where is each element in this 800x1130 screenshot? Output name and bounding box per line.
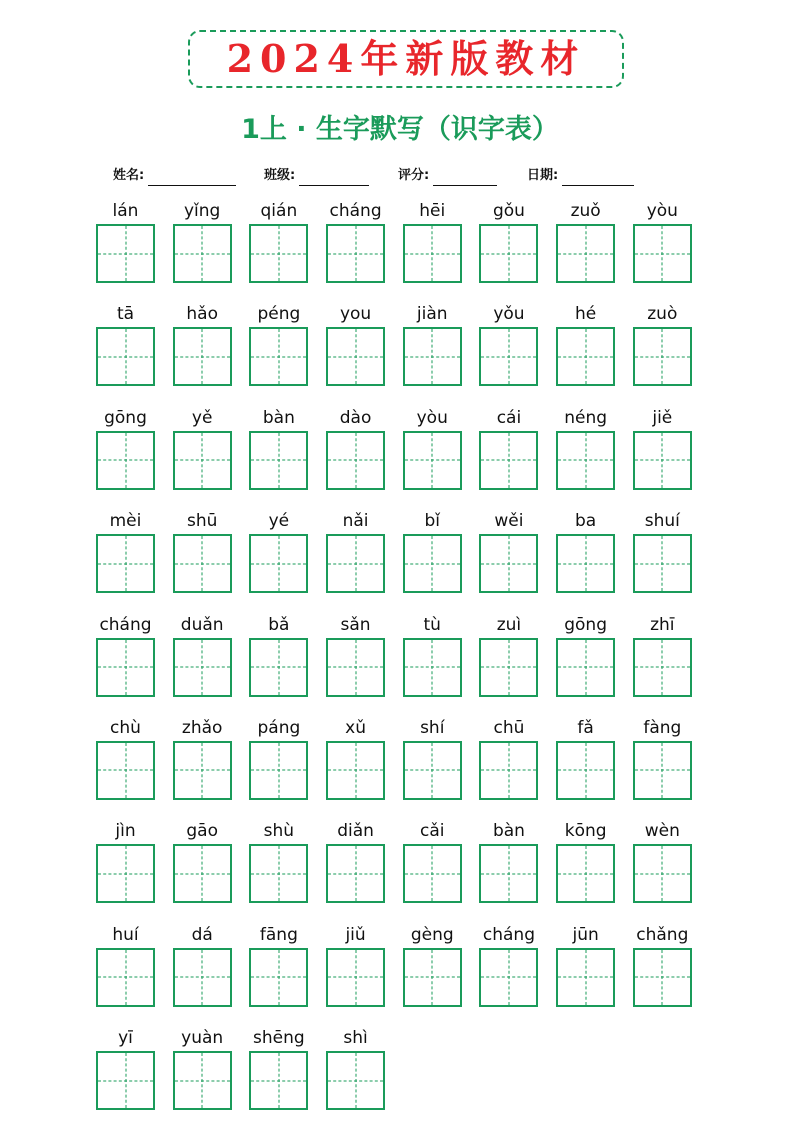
character-cell <box>173 612 232 715</box>
character-cell <box>403 612 462 715</box>
pinyin-label: cháng <box>482 924 535 945</box>
character-cell <box>479 922 538 1025</box>
character-cell <box>633 922 692 1025</box>
writing-box[interactable] <box>326 844 385 903</box>
pinyin-label: cái <box>496 407 522 428</box>
character-cell <box>173 922 232 1025</box>
writing-box[interactable] <box>96 327 155 386</box>
character-cell <box>479 818 538 921</box>
pinyin-label: shù <box>263 821 295 842</box>
pinyin-label: shì <box>343 1028 368 1049</box>
writing-box[interactable] <box>479 844 538 903</box>
writing-box[interactable] <box>633 224 692 283</box>
writing-box[interactable] <box>249 844 308 903</box>
pinyin-label: bǐ <box>424 511 440 532</box>
writing-box[interactable] <box>403 534 462 593</box>
pinyin-label: zhǎo <box>181 717 223 738</box>
writing-box[interactable] <box>173 1051 232 1110</box>
character-cell <box>403 922 462 1025</box>
pinyin-label: cháng <box>99 614 152 635</box>
pinyin-label: ba <box>575 511 597 532</box>
pinyin-label: mèi <box>109 511 142 532</box>
character-cell <box>326 198 385 301</box>
character-cell <box>403 818 462 921</box>
writing-box[interactable] <box>556 741 615 800</box>
character-cell <box>173 405 232 508</box>
pinyin-label: duǎn <box>180 614 224 635</box>
character-cell <box>96 1025 155 1128</box>
writing-box[interactable] <box>633 327 692 386</box>
pinyin-label: dào <box>339 407 372 428</box>
pinyin-label: huí <box>112 924 139 945</box>
character-cell <box>633 198 692 301</box>
character-cell <box>96 922 155 1025</box>
pinyin-label: yě <box>191 407 213 428</box>
character-cell <box>633 405 692 508</box>
pinyin-label: yé <box>268 511 290 532</box>
character-cell <box>403 508 462 611</box>
name-field <box>113 166 236 186</box>
writing-box[interactable] <box>556 638 615 697</box>
character-cell <box>326 405 385 508</box>
writing-box[interactable] <box>556 534 615 593</box>
writing-box[interactable] <box>556 224 615 283</box>
pinyin-label: chù <box>110 717 141 738</box>
character-cell <box>249 1025 308 1128</box>
pinyin-label: sǎn <box>340 614 371 635</box>
info-row <box>0 166 800 190</box>
pinyin-label: néng <box>564 407 608 428</box>
pinyin-label: gèng <box>410 924 454 945</box>
banner-title: 2024年新版教材 <box>226 36 586 81</box>
writing-box[interactable] <box>403 638 462 697</box>
pinyin-label: jūn <box>572 924 599 945</box>
character-cell <box>96 508 155 611</box>
score-field <box>398 166 497 186</box>
character-cell <box>173 1025 232 1128</box>
character-cell <box>479 715 538 818</box>
pinyin-label: qián <box>260 201 298 221</box>
pinyin-label: chū <box>493 717 525 738</box>
writing-box[interactable] <box>173 844 232 903</box>
writing-box[interactable] <box>556 327 615 386</box>
writing-box[interactable] <box>326 431 385 490</box>
title-banner <box>188 30 624 88</box>
character-cell <box>556 405 615 508</box>
character-cell <box>173 198 232 301</box>
pinyin-label: jiǔ <box>345 924 366 945</box>
writing-box[interactable] <box>633 844 692 903</box>
pinyin-label: hēi <box>419 201 446 221</box>
writing-box[interactable] <box>556 844 615 903</box>
writing-box[interactable] <box>173 534 232 593</box>
name-blank[interactable] <box>148 167 236 186</box>
character-cell <box>326 715 385 818</box>
pinyin-label: shuí <box>644 511 680 532</box>
pinyin-label: bǎ <box>268 614 290 635</box>
character-cell <box>326 1025 385 1128</box>
pinyin-label: fāng <box>259 924 298 945</box>
character-cell <box>249 405 308 508</box>
writing-box[interactable] <box>249 534 308 593</box>
writing-box[interactable] <box>403 431 462 490</box>
pinyin-label: yòu <box>646 201 678 221</box>
writing-box[interactable] <box>403 741 462 800</box>
character-grid <box>96 198 692 1129</box>
pinyin-label: hé <box>575 304 597 325</box>
pinyin-label: dá <box>191 924 213 945</box>
writing-box[interactable] <box>173 638 232 697</box>
score-blank[interactable] <box>433 167 497 186</box>
writing-box[interactable] <box>96 224 155 283</box>
character-cell <box>556 198 615 301</box>
pinyin-label: gāo <box>186 821 218 842</box>
writing-box[interactable] <box>633 948 692 1007</box>
character-cell <box>173 508 232 611</box>
writing-box[interactable] <box>96 741 155 800</box>
writing-box[interactable] <box>479 741 538 800</box>
writing-box[interactable] <box>249 948 308 1007</box>
character-cell <box>556 301 615 404</box>
writing-box[interactable] <box>96 638 155 697</box>
pinyin-label: cháng <box>329 201 382 221</box>
pinyin-label: kōng <box>564 821 607 842</box>
writing-box[interactable] <box>479 327 538 386</box>
character-cell <box>96 198 155 301</box>
writing-box[interactable] <box>326 638 385 697</box>
pinyin-label: chǎng <box>636 924 689 945</box>
writing-box[interactable] <box>556 948 615 1007</box>
character-cell <box>403 715 462 818</box>
character-cell <box>479 198 538 301</box>
character-cell <box>556 612 615 715</box>
pinyin-label: gōng <box>564 614 607 635</box>
pinyin-label: shū <box>186 511 218 532</box>
writing-box[interactable] <box>479 534 538 593</box>
pinyin-label: zuì <box>496 614 522 635</box>
writing-box[interactable] <box>96 431 155 490</box>
character-cell <box>96 715 155 818</box>
writing-box[interactable] <box>249 224 308 283</box>
writing-box[interactable] <box>326 741 385 800</box>
pinyin-label: fàng <box>643 717 682 738</box>
writing-box[interactable] <box>633 431 692 490</box>
pinyin-label: wěi <box>494 511 524 532</box>
pinyin-label: jìn <box>115 821 136 842</box>
character-cell <box>403 198 462 301</box>
writing-box[interactable] <box>326 224 385 283</box>
writing-box[interactable] <box>479 638 538 697</box>
character-cell <box>403 405 462 508</box>
character-cell <box>326 301 385 404</box>
pinyin-label: cǎi <box>420 821 445 842</box>
pinyin-label: zuò <box>647 304 678 325</box>
character-cell <box>633 612 692 715</box>
character-cell <box>173 301 232 404</box>
pinyin-label: zhī <box>650 614 675 635</box>
pinyin-label: xǔ <box>345 717 366 738</box>
character-cell <box>479 508 538 611</box>
character-cell <box>173 818 232 921</box>
character-cell <box>479 405 538 508</box>
character-cell <box>633 715 692 818</box>
worksheet-subtitle: 1上 · 生字默写（识字表） <box>241 114 559 145</box>
class-blank[interactable] <box>299 167 369 186</box>
pinyin-label: péng <box>257 304 301 325</box>
date-blank[interactable] <box>562 167 634 186</box>
date-label: 日期: <box>527 168 559 183</box>
character-cell <box>249 198 308 301</box>
pinyin-label: gōng <box>104 407 147 428</box>
character-cell <box>173 715 232 818</box>
name-label: 姓名: <box>113 168 145 183</box>
writing-box[interactable] <box>173 741 232 800</box>
pinyin-label: bàn <box>492 821 525 842</box>
character-cell <box>249 508 308 611</box>
pinyin-label: zuǒ <box>570 201 601 221</box>
writing-box[interactable] <box>326 1051 385 1110</box>
character-cell <box>479 612 538 715</box>
character-cell <box>96 301 155 404</box>
pinyin-label: yǒu <box>493 304 525 325</box>
writing-box[interactable] <box>249 327 308 386</box>
pinyin-label: yī <box>118 1028 133 1049</box>
character-cell <box>249 818 308 921</box>
writing-box[interactable] <box>633 741 692 800</box>
character-cell <box>249 612 308 715</box>
writing-box[interactable] <box>633 638 692 697</box>
writing-box[interactable] <box>326 948 385 1007</box>
character-cell <box>326 508 385 611</box>
character-cell <box>556 922 615 1025</box>
writing-box[interactable] <box>96 1051 155 1110</box>
writing-box[interactable] <box>403 844 462 903</box>
pinyin-label: jiàn <box>416 304 448 325</box>
writing-box[interactable] <box>173 224 232 283</box>
pinyin-label: wèn <box>644 821 680 842</box>
pinyin-label: tù <box>423 614 441 635</box>
pinyin-label: fǎ <box>577 717 594 738</box>
character-cell <box>326 922 385 1025</box>
character-cell <box>249 301 308 404</box>
class-field <box>264 166 369 186</box>
writing-box[interactable] <box>173 327 232 386</box>
character-cell <box>96 405 155 508</box>
pinyin-label: tā <box>116 304 135 325</box>
character-cell <box>556 818 615 921</box>
date-field <box>527 166 634 186</box>
score-label: 评分: <box>398 168 430 183</box>
writing-box[interactable] <box>633 534 692 593</box>
writing-box[interactable] <box>479 431 538 490</box>
character-cell <box>96 818 155 921</box>
writing-box[interactable] <box>403 327 462 386</box>
writing-box[interactable] <box>173 431 232 490</box>
pinyin-label: jiě <box>652 407 673 428</box>
pinyin-label: diǎn <box>337 821 374 842</box>
writing-box[interactable] <box>96 844 155 903</box>
pinyin-label: nǎi <box>342 511 369 532</box>
pinyin-label: shí <box>420 717 445 738</box>
pinyin-label: yuàn <box>181 1028 224 1049</box>
writing-box[interactable] <box>96 948 155 1007</box>
pinyin-label: yǐng <box>184 201 221 221</box>
writing-box[interactable] <box>326 534 385 593</box>
pinyin-label: yòu <box>416 407 448 428</box>
character-cell <box>556 508 615 611</box>
writing-box[interactable] <box>249 741 308 800</box>
character-cell <box>96 612 155 715</box>
pinyin-label: bàn <box>262 407 295 428</box>
character-cell <box>633 508 692 611</box>
writing-box[interactable] <box>173 948 232 1007</box>
writing-box[interactable] <box>249 638 308 697</box>
pinyin-label: páng <box>257 717 301 738</box>
character-cell <box>403 301 462 404</box>
class-label: 班级: <box>264 168 296 183</box>
character-cell <box>556 715 615 818</box>
character-cell <box>633 301 692 404</box>
writing-box[interactable] <box>326 327 385 386</box>
writing-box[interactable] <box>479 948 538 1007</box>
pinyin-label: you <box>339 304 372 325</box>
character-cell <box>326 818 385 921</box>
writing-box[interactable] <box>403 948 462 1007</box>
pinyin-label: shēng <box>253 1028 305 1049</box>
character-cell <box>326 612 385 715</box>
pinyin-label: gǒu <box>492 201 525 221</box>
character-cell <box>633 818 692 921</box>
writing-box[interactable] <box>249 1051 308 1110</box>
writing-box[interactable] <box>556 431 615 490</box>
writing-box[interactable] <box>479 224 538 283</box>
character-cell <box>249 922 308 1025</box>
character-cell <box>249 715 308 818</box>
pinyin-label: hǎo <box>186 304 218 325</box>
pinyin-label: lán <box>112 201 139 221</box>
writing-box[interactable] <box>96 534 155 593</box>
writing-box[interactable] <box>403 224 462 283</box>
character-cell <box>479 301 538 404</box>
writing-box[interactable] <box>249 431 308 490</box>
